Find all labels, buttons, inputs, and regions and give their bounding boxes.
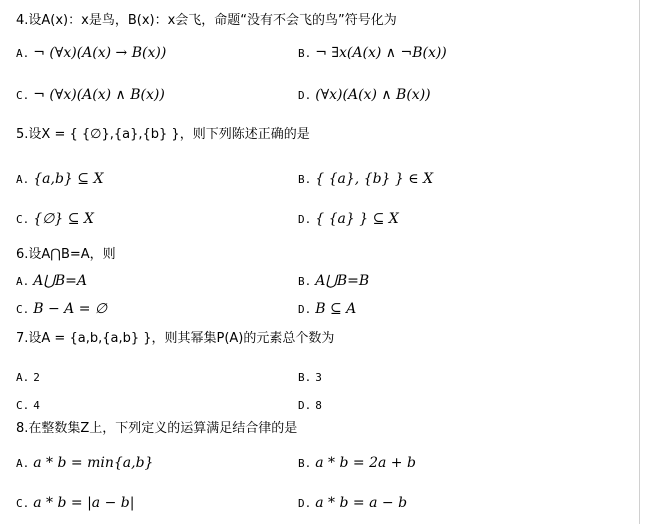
option-text: 8	[315, 399, 322, 412]
option-text: ¬ (∀x)(A(x) → B(x))	[33, 45, 167, 61]
question-stem: 4.设A(x)：x是鸟，B(x)：x会飞，命题“没有不会飞的鸟”符号化为	[16, 13, 397, 28]
option-c	[16, 300, 107, 319]
question-stem: 7.设A = {a,b,{a,b} }，则其幂集P(A)的元素总个数为	[16, 331, 335, 346]
option-a	[16, 368, 44, 387]
option-label: C.	[16, 399, 30, 412]
option-label: D.	[298, 399, 312, 412]
option-c	[16, 86, 165, 105]
question-stem: 5.设X = { {∅},{a},{b} }，则下列陈述正确的是	[16, 127, 310, 142]
option-a	[16, 44, 166, 63]
option-text: { {a} } ⊆ X	[315, 211, 399, 227]
page-edge-line	[639, 0, 640, 524]
option-c	[16, 210, 94, 229]
option-text: {∅} ⊆ X	[33, 211, 94, 227]
option-label: C.	[16, 303, 30, 316]
option-c	[16, 396, 44, 415]
option-label: B.	[298, 457, 312, 470]
option-a	[16, 170, 103, 189]
option-c	[16, 494, 134, 513]
option-b	[298, 454, 416, 473]
option-text: {a,b} ⊆ X	[33, 171, 104, 187]
option-label: D.	[298, 303, 312, 316]
option-text: a * b = min{a,b}	[33, 455, 154, 471]
option-label: C.	[16, 213, 30, 226]
option-label: C.	[16, 89, 30, 102]
option-d	[298, 396, 326, 415]
option-d	[298, 86, 431, 105]
option-label: A.	[16, 47, 30, 60]
option-label: B.	[298, 47, 312, 60]
option-a	[16, 272, 87, 291]
question-stem: 6.设A⋂B=A，则	[16, 247, 116, 262]
option-label: A.	[16, 275, 30, 288]
option-label: A.	[16, 173, 30, 186]
option-d	[298, 210, 399, 229]
option-text: ¬ ∃x(A(x) ∧ ¬B(x))	[315, 45, 447, 61]
option-text: 4	[33, 399, 40, 412]
option-text: B ⊆ A	[315, 301, 357, 317]
option-label: D.	[298, 89, 312, 102]
option-text: 2	[33, 371, 40, 384]
option-text: ¬ (∀x)(A(x) ∧ B(x))	[33, 87, 165, 103]
option-d	[298, 494, 407, 513]
option-a	[16, 454, 153, 473]
option-label: B.	[298, 371, 312, 384]
option-label: D.	[298, 497, 312, 510]
option-text: a * b = a − b	[315, 495, 408, 511]
option-text: B − A = ∅	[33, 301, 108, 317]
option-text: 3	[315, 371, 322, 384]
option-text: A⋃B=B	[315, 273, 370, 289]
option-label: C.	[16, 497, 30, 510]
option-text: a * b = 2a + b	[315, 455, 416, 471]
option-b	[298, 44, 447, 63]
option-text: (∀x)(A(x) ∧ B(x))	[315, 87, 431, 103]
option-b	[298, 272, 369, 291]
option-d	[298, 300, 356, 319]
option-b	[298, 368, 326, 387]
option-text: A⋃B=A	[33, 273, 87, 289]
option-label: B.	[298, 173, 312, 186]
option-label: A.	[16, 457, 30, 470]
option-text: a * b = |a − b|	[33, 495, 135, 511]
option-b	[298, 170, 433, 189]
option-label: B.	[298, 275, 312, 288]
option-label: A.	[16, 371, 30, 384]
option-label: D.	[298, 213, 312, 226]
option-text: { {a}, {b} } ∈ X	[315, 171, 434, 187]
question-stem: 8.在整数集Z上，下列定义的运算满足结合律的是	[16, 421, 298, 436]
